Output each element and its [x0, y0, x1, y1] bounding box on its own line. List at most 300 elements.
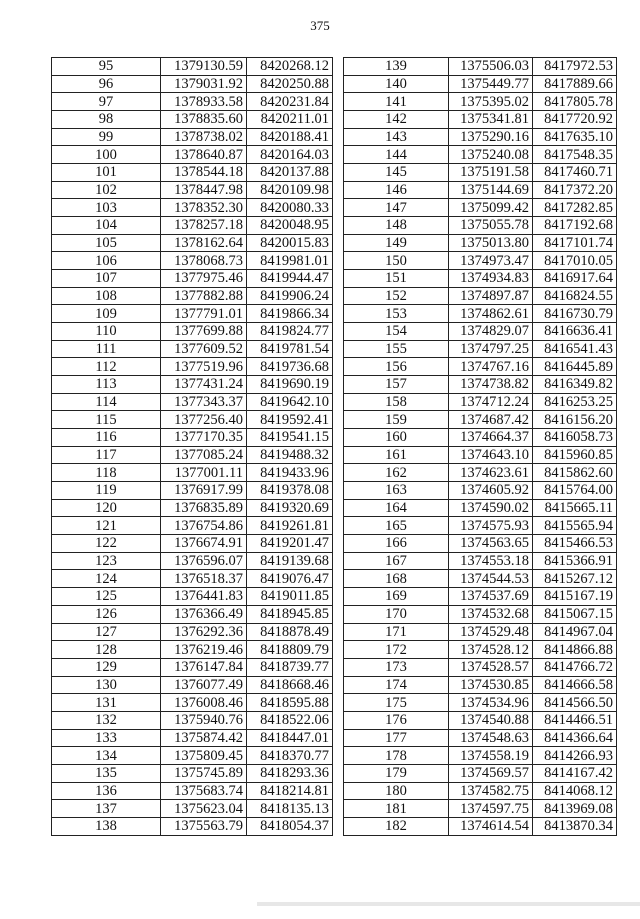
- table-row: [344, 676, 617, 694]
- y-coordinate-cell: 8416541.43: [533, 340, 617, 358]
- x-coordinate-cell: 1374614.54: [449, 817, 533, 835]
- y-coordinate-cell: 8417372.20: [533, 181, 617, 199]
- point-number-cell: 179: [344, 764, 449, 782]
- y-coordinate-cell: 8417805.78: [533, 93, 617, 111]
- point-number-cell: 128: [52, 641, 161, 659]
- x-coordinate-cell: 1376147.84: [161, 658, 247, 676]
- point-number-cell: 171: [344, 623, 449, 641]
- point-number-cell: 140: [344, 75, 449, 93]
- x-coordinate-cell: 1377343.37: [161, 393, 247, 411]
- table-row: [52, 588, 333, 606]
- y-coordinate-cell: 8419433.96: [247, 464, 333, 482]
- table-row: [52, 747, 333, 765]
- x-coordinate-cell: 1374529.48: [449, 623, 533, 641]
- y-coordinate-cell: 8417889.66: [533, 75, 617, 93]
- table-row: [52, 711, 333, 729]
- x-coordinate-cell: 1374528.12: [449, 641, 533, 659]
- y-coordinate-cell: 8415067.15: [533, 605, 617, 623]
- y-coordinate-cell: 8418293.36: [247, 764, 333, 782]
- x-coordinate-cell: 1377699.88: [161, 323, 247, 341]
- y-coordinate-cell: 8417192.68: [533, 217, 617, 235]
- y-coordinate-cell: 8420164.03: [247, 146, 333, 164]
- y-coordinate-cell: 8419866.34: [247, 305, 333, 323]
- y-coordinate-cell: 8414266.93: [533, 747, 617, 765]
- point-number-cell: 153: [344, 305, 449, 323]
- point-number-cell: 132: [52, 711, 161, 729]
- table-row: [344, 376, 617, 394]
- y-coordinate-cell: 8415167.19: [533, 588, 617, 606]
- point-number-cell: 150: [344, 252, 449, 270]
- x-coordinate-cell: 1374934.83: [449, 270, 533, 288]
- x-coordinate-cell: 1377001.11: [161, 464, 247, 482]
- x-coordinate-cell: 1375290.16: [449, 128, 533, 146]
- table-row: [344, 323, 617, 341]
- point-number-cell: 167: [344, 552, 449, 570]
- table-row: [52, 111, 333, 129]
- point-number-cell: 172: [344, 641, 449, 659]
- y-coordinate-cell: 8415764.00: [533, 482, 617, 500]
- y-coordinate-cell: 8418054.37: [247, 817, 333, 835]
- y-coordinate-cell: 8419011.85: [247, 588, 333, 606]
- table-row: [344, 658, 617, 676]
- point-number-cell: 108: [52, 287, 161, 305]
- y-coordinate-cell: 8419261.81: [247, 517, 333, 535]
- table-row: [52, 641, 333, 659]
- x-coordinate-cell: 1378257.18: [161, 217, 247, 235]
- x-coordinate-cell: 1374558.19: [449, 747, 533, 765]
- y-coordinate-cell: 8420048.95: [247, 217, 333, 235]
- y-coordinate-cell: 8417460.71: [533, 164, 617, 182]
- x-coordinate-cell: 1374664.37: [449, 429, 533, 447]
- point-number-cell: 96: [52, 75, 161, 93]
- y-coordinate-cell: 8420188.41: [247, 128, 333, 146]
- x-coordinate-cell: 1375099.42: [449, 199, 533, 217]
- y-coordinate-cell: 8414666.58: [533, 676, 617, 694]
- table-row: [52, 464, 333, 482]
- y-coordinate-cell: 8416730.79: [533, 305, 617, 323]
- point-number-cell: 115: [52, 411, 161, 429]
- x-coordinate-cell: 1374829.07: [449, 323, 533, 341]
- point-number-cell: 165: [344, 517, 449, 535]
- y-coordinate-cell: 8413870.34: [533, 817, 617, 835]
- y-coordinate-cell: 8420211.01: [247, 111, 333, 129]
- y-coordinate-cell: 8417720.92: [533, 111, 617, 129]
- x-coordinate-cell: 1376366.49: [161, 605, 247, 623]
- point-number-cell: 102: [52, 181, 161, 199]
- y-coordinate-cell: 8416349.82: [533, 376, 617, 394]
- point-number-cell: 181: [344, 800, 449, 818]
- y-coordinate-cell: 8420250.88: [247, 75, 333, 93]
- x-coordinate-cell: 1374597.75: [449, 800, 533, 818]
- point-number-cell: 113: [52, 376, 161, 394]
- x-coordinate-cell: 1375240.08: [449, 146, 533, 164]
- point-number-cell: 138: [52, 817, 161, 835]
- point-number-cell: 114: [52, 393, 161, 411]
- point-number-cell: 180: [344, 782, 449, 800]
- x-coordinate-cell: 1376008.46: [161, 694, 247, 712]
- table-row: [344, 252, 617, 270]
- point-number-cell: 105: [52, 234, 161, 252]
- table-row: [344, 340, 617, 358]
- y-coordinate-cell: 8415862.60: [533, 464, 617, 482]
- table-row: [344, 411, 617, 429]
- point-number-cell: 170: [344, 605, 449, 623]
- point-number-cell: 130: [52, 676, 161, 694]
- y-coordinate-cell: 8418370.77: [247, 747, 333, 765]
- point-number-cell: 124: [52, 570, 161, 588]
- table-row: [344, 164, 617, 182]
- point-number-cell: 139: [344, 58, 449, 76]
- x-coordinate-cell: 1375745.89: [161, 764, 247, 782]
- x-coordinate-cell: 1375013.80: [449, 234, 533, 252]
- coordinates-table-left: [51, 57, 333, 836]
- table-row: [52, 393, 333, 411]
- point-number-cell: 125: [52, 588, 161, 606]
- point-number-cell: 99: [52, 128, 161, 146]
- point-number-cell: 119: [52, 482, 161, 500]
- table-row: [52, 358, 333, 376]
- x-coordinate-cell: 1378068.73: [161, 252, 247, 270]
- point-number-cell: 149: [344, 234, 449, 252]
- x-coordinate-cell: 1374575.93: [449, 517, 533, 535]
- point-number-cell: 155: [344, 340, 449, 358]
- table-row: [52, 517, 333, 535]
- y-coordinate-cell: 8414466.51: [533, 711, 617, 729]
- x-coordinate-cell: 1376518.37: [161, 570, 247, 588]
- x-coordinate-cell: 1377085.24: [161, 446, 247, 464]
- y-coordinate-cell: 8420109.98: [247, 181, 333, 199]
- point-number-cell: 177: [344, 729, 449, 747]
- point-number-cell: 129: [52, 658, 161, 676]
- point-number-cell: 174: [344, 676, 449, 694]
- y-coordinate-cell: 8418668.46: [247, 676, 333, 694]
- point-number-cell: 173: [344, 658, 449, 676]
- x-coordinate-cell: 1376292.36: [161, 623, 247, 641]
- x-coordinate-cell: 1376917.99: [161, 482, 247, 500]
- y-coordinate-cell: 8419541.15: [247, 429, 333, 447]
- x-coordinate-cell: 1374767.16: [449, 358, 533, 376]
- table-row: [344, 234, 617, 252]
- x-coordinate-cell: 1378933.58: [161, 93, 247, 111]
- table-row: [344, 111, 617, 129]
- x-coordinate-cell: 1377882.88: [161, 287, 247, 305]
- point-number-cell: 152: [344, 287, 449, 305]
- x-coordinate-cell: 1374797.25: [449, 340, 533, 358]
- y-coordinate-cell: 8419320.69: [247, 499, 333, 517]
- table-row: [52, 146, 333, 164]
- table-row: [344, 464, 617, 482]
- point-number-cell: 98: [52, 111, 161, 129]
- point-number-cell: 156: [344, 358, 449, 376]
- table-row: [52, 234, 333, 252]
- y-coordinate-cell: 8416917.64: [533, 270, 617, 288]
- y-coordinate-cell: 8418739.77: [247, 658, 333, 676]
- table-row: [52, 446, 333, 464]
- y-coordinate-cell: 8416445.89: [533, 358, 617, 376]
- y-coordinate-cell: 8418522.06: [247, 711, 333, 729]
- scan-edge-divider: [257, 902, 640, 906]
- x-coordinate-cell: 1374738.82: [449, 376, 533, 394]
- y-coordinate-cell: 8418447.01: [247, 729, 333, 747]
- y-coordinate-cell: 8418945.85: [247, 605, 333, 623]
- y-coordinate-cell: 8413969.08: [533, 800, 617, 818]
- point-number-cell: 143: [344, 128, 449, 146]
- table-row: [344, 58, 617, 76]
- y-coordinate-cell: 8416636.41: [533, 323, 617, 341]
- page-number: 375: [310, 18, 330, 33]
- x-coordinate-cell: 1377975.46: [161, 270, 247, 288]
- table-row: [344, 499, 617, 517]
- x-coordinate-cell: 1375940.76: [161, 711, 247, 729]
- y-coordinate-cell: 8418809.79: [247, 641, 333, 659]
- x-coordinate-cell: 1374623.61: [449, 464, 533, 482]
- table-row: [52, 270, 333, 288]
- x-coordinate-cell: 1378162.64: [161, 234, 247, 252]
- table-row: [52, 199, 333, 217]
- y-coordinate-cell: 8415267.12: [533, 570, 617, 588]
- y-coordinate-cell: 8414366.64: [533, 729, 617, 747]
- x-coordinate-cell: 1374534.96: [449, 694, 533, 712]
- y-coordinate-cell: 8414967.04: [533, 623, 617, 641]
- point-number-cell: 145: [344, 164, 449, 182]
- table-row: [344, 446, 617, 464]
- x-coordinate-cell: 1376596.07: [161, 552, 247, 570]
- point-number-cell: 141: [344, 93, 449, 111]
- x-coordinate-cell: 1374582.75: [449, 782, 533, 800]
- point-number-cell: 146: [344, 181, 449, 199]
- table-row: [52, 411, 333, 429]
- point-number-cell: 110: [52, 323, 161, 341]
- y-coordinate-cell: 8418595.88: [247, 694, 333, 712]
- y-coordinate-cell: 8415665.11: [533, 499, 617, 517]
- x-coordinate-cell: 1375809.45: [161, 747, 247, 765]
- table-row: [52, 305, 333, 323]
- table-row: [52, 75, 333, 93]
- y-coordinate-cell: 8414167.42: [533, 764, 617, 782]
- point-number-cell: 178: [344, 747, 449, 765]
- x-coordinate-cell: 1376835.89: [161, 499, 247, 517]
- point-number-cell: 117: [52, 446, 161, 464]
- table-row: [344, 747, 617, 765]
- x-coordinate-cell: 1375395.02: [449, 93, 533, 111]
- table-row: [344, 552, 617, 570]
- point-number-cell: 121: [52, 517, 161, 535]
- x-coordinate-cell: 1375683.74: [161, 782, 247, 800]
- x-coordinate-cell: 1374687.42: [449, 411, 533, 429]
- y-coordinate-cell: 8419592.41: [247, 411, 333, 429]
- x-coordinate-cell: 1374712.24: [449, 393, 533, 411]
- x-coordinate-cell: 1375874.42: [161, 729, 247, 747]
- x-coordinate-cell: 1375623.04: [161, 800, 247, 818]
- x-coordinate-cell: 1378738.02: [161, 128, 247, 146]
- table-row: [52, 252, 333, 270]
- table-row: [52, 676, 333, 694]
- table-row: [52, 605, 333, 623]
- point-number-cell: 123: [52, 552, 161, 570]
- table-row: [344, 305, 617, 323]
- y-coordinate-cell: 8417282.85: [533, 199, 617, 217]
- point-number-cell: 118: [52, 464, 161, 482]
- y-coordinate-cell: 8415960.85: [533, 446, 617, 464]
- table-row: [344, 429, 617, 447]
- y-coordinate-cell: 8419981.01: [247, 252, 333, 270]
- x-coordinate-cell: 1375563.79: [161, 817, 247, 835]
- y-coordinate-cell: 8417101.74: [533, 234, 617, 252]
- x-coordinate-cell: 1374569.57: [449, 764, 533, 782]
- y-coordinate-cell: 8418214.81: [247, 782, 333, 800]
- point-number-cell: 133: [52, 729, 161, 747]
- table-row: [52, 217, 333, 235]
- table-row: [52, 800, 333, 818]
- table-row: [344, 393, 617, 411]
- x-coordinate-cell: 1377609.52: [161, 340, 247, 358]
- point-number-cell: 97: [52, 93, 161, 111]
- point-number-cell: 162: [344, 464, 449, 482]
- y-coordinate-cell: 8420137.88: [247, 164, 333, 182]
- point-number-cell: 154: [344, 323, 449, 341]
- x-coordinate-cell: 1376754.86: [161, 517, 247, 535]
- x-coordinate-cell: 1375055.78: [449, 217, 533, 235]
- y-coordinate-cell: 8418135.13: [247, 800, 333, 818]
- y-coordinate-cell: 8419378.08: [247, 482, 333, 500]
- table-row: [344, 482, 617, 500]
- x-coordinate-cell: 1375144.69: [449, 181, 533, 199]
- y-coordinate-cell: 8417010.05: [533, 252, 617, 270]
- x-coordinate-cell: 1374643.10: [449, 446, 533, 464]
- x-coordinate-cell: 1377519.96: [161, 358, 247, 376]
- table-row: [52, 58, 333, 76]
- x-coordinate-cell: 1375449.77: [449, 75, 533, 93]
- x-coordinate-cell: 1379031.92: [161, 75, 247, 93]
- table-row: [52, 694, 333, 712]
- y-coordinate-cell: 8414866.88: [533, 641, 617, 659]
- x-coordinate-cell: 1374540.88: [449, 711, 533, 729]
- point-number-cell: 169: [344, 588, 449, 606]
- point-number-cell: 104: [52, 217, 161, 235]
- table-row: [52, 570, 333, 588]
- table-row: [52, 499, 333, 517]
- x-coordinate-cell: 1374548.63: [449, 729, 533, 747]
- table-row: [52, 164, 333, 182]
- table-row: [52, 340, 333, 358]
- table-row: [344, 711, 617, 729]
- table-row: [52, 782, 333, 800]
- x-coordinate-cell: 1378640.87: [161, 146, 247, 164]
- point-number-cell: 95: [52, 58, 161, 76]
- y-coordinate-cell: 8416156.20: [533, 411, 617, 429]
- point-number-cell: 168: [344, 570, 449, 588]
- x-coordinate-cell: 1377256.40: [161, 411, 247, 429]
- coordinates-table-right: [343, 57, 617, 836]
- table-row: [52, 535, 333, 553]
- y-coordinate-cell: 8419488.32: [247, 446, 333, 464]
- y-coordinate-cell: 8419944.47: [247, 270, 333, 288]
- table-row: [52, 552, 333, 570]
- x-coordinate-cell: 1377431.24: [161, 376, 247, 394]
- y-coordinate-cell: 8414068.12: [533, 782, 617, 800]
- x-coordinate-cell: 1378352.30: [161, 199, 247, 217]
- x-coordinate-cell: 1374537.69: [449, 588, 533, 606]
- y-coordinate-cell: 8418878.49: [247, 623, 333, 641]
- x-coordinate-cell: 1378447.98: [161, 181, 247, 199]
- point-number-cell: 106: [52, 252, 161, 270]
- x-coordinate-cell: 1374528.57: [449, 658, 533, 676]
- table-row: [344, 535, 617, 553]
- point-number-cell: 136: [52, 782, 161, 800]
- point-number-cell: 111: [52, 340, 161, 358]
- x-coordinate-cell: 1376441.83: [161, 588, 247, 606]
- table-row: [344, 641, 617, 659]
- table-row: [52, 323, 333, 341]
- x-coordinate-cell: 1374590.02: [449, 499, 533, 517]
- point-number-cell: 122: [52, 535, 161, 553]
- x-coordinate-cell: 1375341.81: [449, 111, 533, 129]
- table-row: [344, 588, 617, 606]
- x-coordinate-cell: 1377170.35: [161, 429, 247, 447]
- x-coordinate-cell: 1374530.85: [449, 676, 533, 694]
- table-row: [344, 800, 617, 818]
- point-number-cell: 109: [52, 305, 161, 323]
- x-coordinate-cell: 1374605.92: [449, 482, 533, 500]
- table-row: [344, 93, 617, 111]
- point-number-cell: 166: [344, 535, 449, 553]
- point-number-cell: 127: [52, 623, 161, 641]
- y-coordinate-cell: 8419824.77: [247, 323, 333, 341]
- y-coordinate-cell: 8419906.24: [247, 287, 333, 305]
- y-coordinate-cell: 8415466.53: [533, 535, 617, 553]
- point-number-cell: 116: [52, 429, 161, 447]
- x-coordinate-cell: 1378544.18: [161, 164, 247, 182]
- point-number-cell: 112: [52, 358, 161, 376]
- y-coordinate-cell: 8414566.50: [533, 694, 617, 712]
- y-coordinate-cell: 8417972.53: [533, 58, 617, 76]
- y-coordinate-cell: 8419781.54: [247, 340, 333, 358]
- table-row: [344, 270, 617, 288]
- table-row: [344, 623, 617, 641]
- y-coordinate-cell: 8419076.47: [247, 570, 333, 588]
- y-coordinate-cell: 8420080.33: [247, 199, 333, 217]
- table-row: [344, 199, 617, 217]
- y-coordinate-cell: 8419690.19: [247, 376, 333, 394]
- point-number-cell: 142: [344, 111, 449, 129]
- point-number-cell: 137: [52, 800, 161, 818]
- point-number-cell: 175: [344, 694, 449, 712]
- table-row: [344, 764, 617, 782]
- table-row: [52, 764, 333, 782]
- x-coordinate-cell: 1374973.47: [449, 252, 533, 270]
- table-row: [52, 482, 333, 500]
- table-row: [344, 146, 617, 164]
- y-coordinate-cell: 8420268.12: [247, 58, 333, 76]
- point-number-cell: 131: [52, 694, 161, 712]
- y-coordinate-cell: 8419642.10: [247, 393, 333, 411]
- table-row: [344, 782, 617, 800]
- point-number-cell: 157: [344, 376, 449, 394]
- point-number-cell: 159: [344, 411, 449, 429]
- x-coordinate-cell: 1374544.53: [449, 570, 533, 588]
- coordinates-table-left-body: [52, 58, 333, 836]
- point-number-cell: 134: [52, 747, 161, 765]
- table-row: [344, 694, 617, 712]
- table-row: [344, 817, 617, 835]
- table-row: [344, 75, 617, 93]
- y-coordinate-cell: 8417635.10: [533, 128, 617, 146]
- x-coordinate-cell: 1376077.49: [161, 676, 247, 694]
- point-number-cell: 158: [344, 393, 449, 411]
- y-coordinate-cell: 8420015.83: [247, 234, 333, 252]
- table-row: [52, 181, 333, 199]
- table-row: [52, 128, 333, 146]
